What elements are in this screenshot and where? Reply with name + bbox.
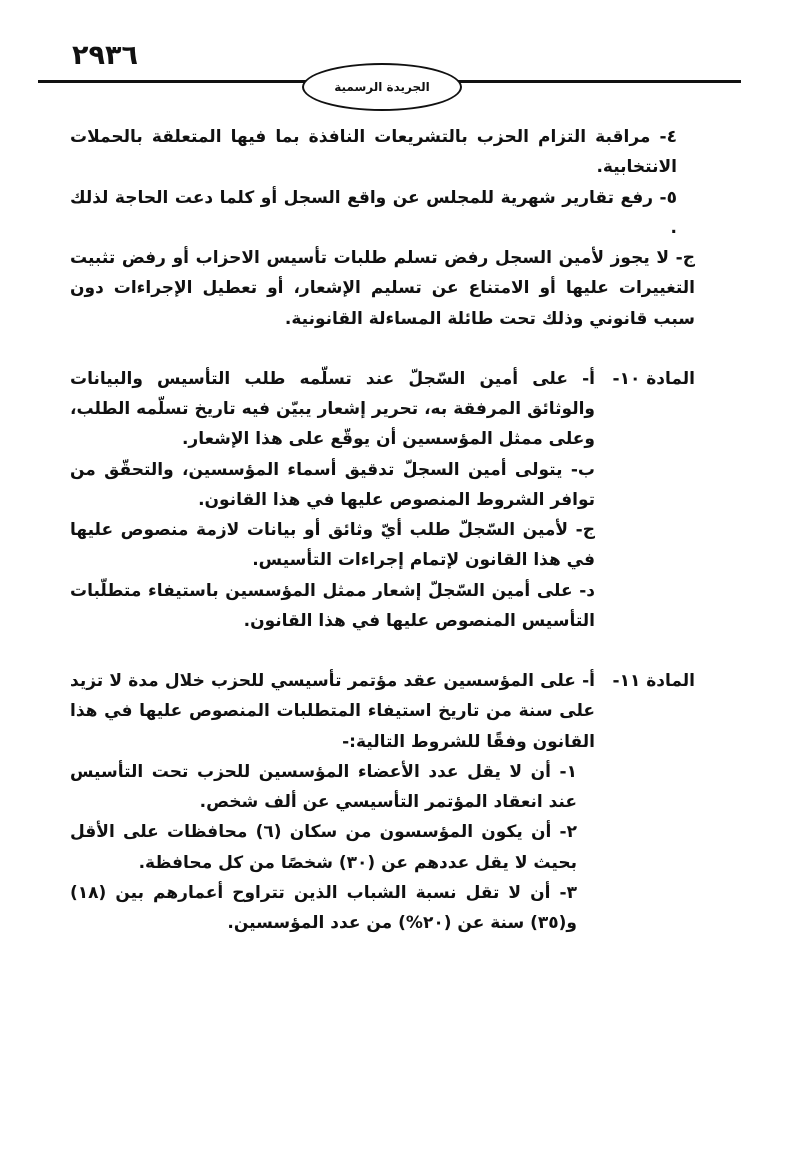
clause-5: ٥- رفع تقارير شهرية للمجلس عن واقع السجل أو كلما دعت الحاجة لذلك . — [70, 187, 677, 238]
article-10-clause-d: د- على أمين السّجلّ إشعار ممثل المؤسسين باستيفاء متطلّبات التأسيس المنصوص عليها في هذا القانون. — [70, 580, 595, 631]
clause-j: ج- لا يجوز لأمين السجل رفض تسلم طلبات تأسيس الاحزاب أو رفض تثبيت التغييرات عليها أو الامتناع عن تسليم الإشعار، أو تعطيل الإجراءات دون سبب قانوني وذلك تحت طائلة المساءلة القانونية. — [70, 248, 695, 329]
article-10-clause-a: أ- على أمين السّجلّ عند تسلّمه طلب التأسيس والبيانات والوثائق المرفقة به، تحرير إشعار يبيّن فيه تاريخ تسلّمه الطلب، وعلى ممثل المؤسسين أن يوقّع على هذا الإشعار. — [70, 368, 595, 450]
article-11-clause-a: أ- على المؤسسين عقد مؤتمر تأسيسي للحزب خلال مدة لا تزيد على سنة من تاريخ استيفاء المتطلبات المنصوص عليها في هذا القانون وفقًا للشروط التالية:- — [70, 671, 595, 752]
gazette-title: الجريدة الرسمية — [334, 80, 430, 94]
article-11-condition-2: ٢- أن يكون المؤسسون من سكان (٦) محافظات على الأقل بحيث لا يقل عددهم عن (٣٠) شخصًا من كل محافظة. — [70, 822, 577, 873]
article-10-label: المادة ١٠- — [612, 368, 695, 389]
article-11 — [70, 666, 695, 757]
page-number: ٢٩٣٦ — [72, 40, 138, 71]
article-10-clause-j: ج- لأمين السّجلّ طلب أيّ وثائق أو بيانات لازمة منصوص عليها في هذا القانون لإتمام إجراءات التأسيس. — [70, 520, 595, 571]
article-11-condition-1: ١- أن لا يقل عدد الأعضاء المؤسسين للحزب تحت التأسيس عند انعقاد المؤتمر التأسيسي عن ألف شخص. — [70, 761, 577, 812]
article-10 — [70, 364, 695, 455]
gazette-title-oval — [302, 63, 462, 111]
article-11-condition-3: ٣- أن لا تقل نسبة الشباب الذين تتراوح أعمارهم بين (١٨) و(٣٥) سنة عن (٢٠%) من عدد المؤسسين. — [70, 882, 577, 933]
article-11-label: المادة ١١- — [612, 671, 695, 691]
clause-4: ٤- مراقبة التزام الحزب بالتشريعات النافذة بما فيها المتعلقة بالحملات الانتخابية. — [70, 127, 677, 178]
document-body — [70, 122, 695, 938]
article-10-clause-b: ب- يتولى أمين السجلّ تدقيق أسماء المؤسسين، والتحقّق من توافر الشروط المنصوص عليها في هذا القانون. — [70, 459, 595, 510]
